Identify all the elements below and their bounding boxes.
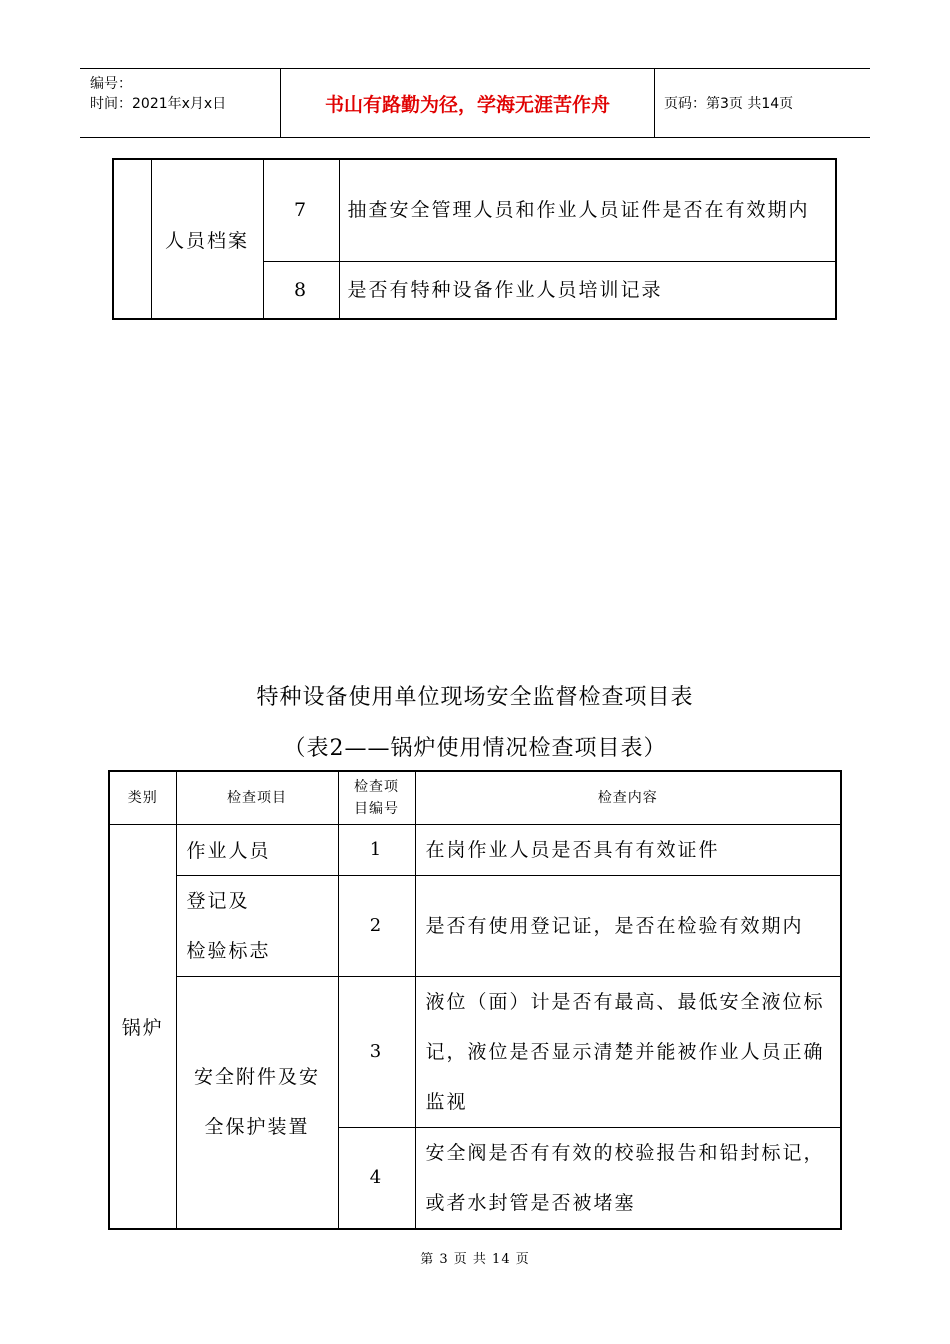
item-line2: 检验标志 bbox=[186, 939, 271, 962]
item-content: 液位（面）计是否有最高、最低安全液位标记，液位是否显示清楚并能被作业人员正确监视 bbox=[415, 976, 841, 1127]
item-line1: 登记及 bbox=[186, 889, 250, 912]
item-number: 8 bbox=[263, 261, 339, 319]
header-number-line1: 检查项 bbox=[354, 778, 399, 795]
header-content: 检查内容 bbox=[415, 771, 841, 824]
continuation-table bbox=[112, 158, 837, 320]
header-number-line2: 目编号 bbox=[354, 800, 399, 817]
item-content: 是否有特种设备作业人员培训记录 bbox=[339, 261, 836, 319]
table-row bbox=[113, 159, 836, 261]
item-line2: 全保护装置 bbox=[204, 1116, 310, 1138]
item-content: 安全阀是否有有效的校验报告和铅封标记，或者水封管是否被堵塞 bbox=[415, 1127, 841, 1229]
header-page-info: 页码：第3页 共14页 bbox=[664, 96, 794, 112]
page-footer: 第 3 页 共 14 页 bbox=[420, 1252, 530, 1267]
header-item: 检查项目 bbox=[176, 771, 338, 824]
item-cell bbox=[176, 875, 338, 976]
item-number: 2 bbox=[338, 875, 415, 976]
item-line1: 安全附件及安 bbox=[193, 1066, 320, 1088]
page-header bbox=[80, 68, 870, 138]
table-row bbox=[109, 875, 841, 976]
table-row bbox=[109, 824, 841, 875]
item-number: 7 bbox=[263, 159, 339, 261]
boiler-inspection-table bbox=[108, 770, 842, 1230]
empty-category-cell bbox=[113, 159, 151, 319]
item-number: 4 bbox=[338, 1127, 415, 1229]
table-header-row bbox=[109, 771, 841, 824]
header-number: 编号： bbox=[90, 76, 132, 92]
item-content: 抽查安全管理人员和作业人员证件是否在有效期内 bbox=[339, 159, 836, 261]
item-content: 是否有使用登记证，是否在检验有效期内 bbox=[415, 875, 841, 976]
category-cell: 锅炉 bbox=[109, 824, 176, 1229]
document-title: 特种设备使用单位现场安全监督检查项目表 bbox=[256, 685, 694, 710]
item-number: 3 bbox=[338, 976, 415, 1127]
item-cell bbox=[176, 976, 338, 1229]
header-number bbox=[338, 771, 415, 824]
item-cell: 作业人员 bbox=[176, 824, 338, 875]
item-content: 在岗作业人员是否具有有效证件 bbox=[415, 824, 841, 875]
header-meta bbox=[80, 69, 281, 137]
item-cell: 人员档案 bbox=[151, 159, 263, 319]
document-subtitle: （表2——锅炉使用情况检查项目表） bbox=[283, 736, 667, 761]
item-number: 1 bbox=[338, 824, 415, 875]
table-row bbox=[109, 976, 841, 1127]
header-time: 时间：2021年x月x日 bbox=[90, 96, 227, 112]
header-category: 类别 bbox=[109, 771, 176, 824]
header-motto: 书山有路勤为径，学海无涯苦作舟 bbox=[281, 69, 655, 137]
